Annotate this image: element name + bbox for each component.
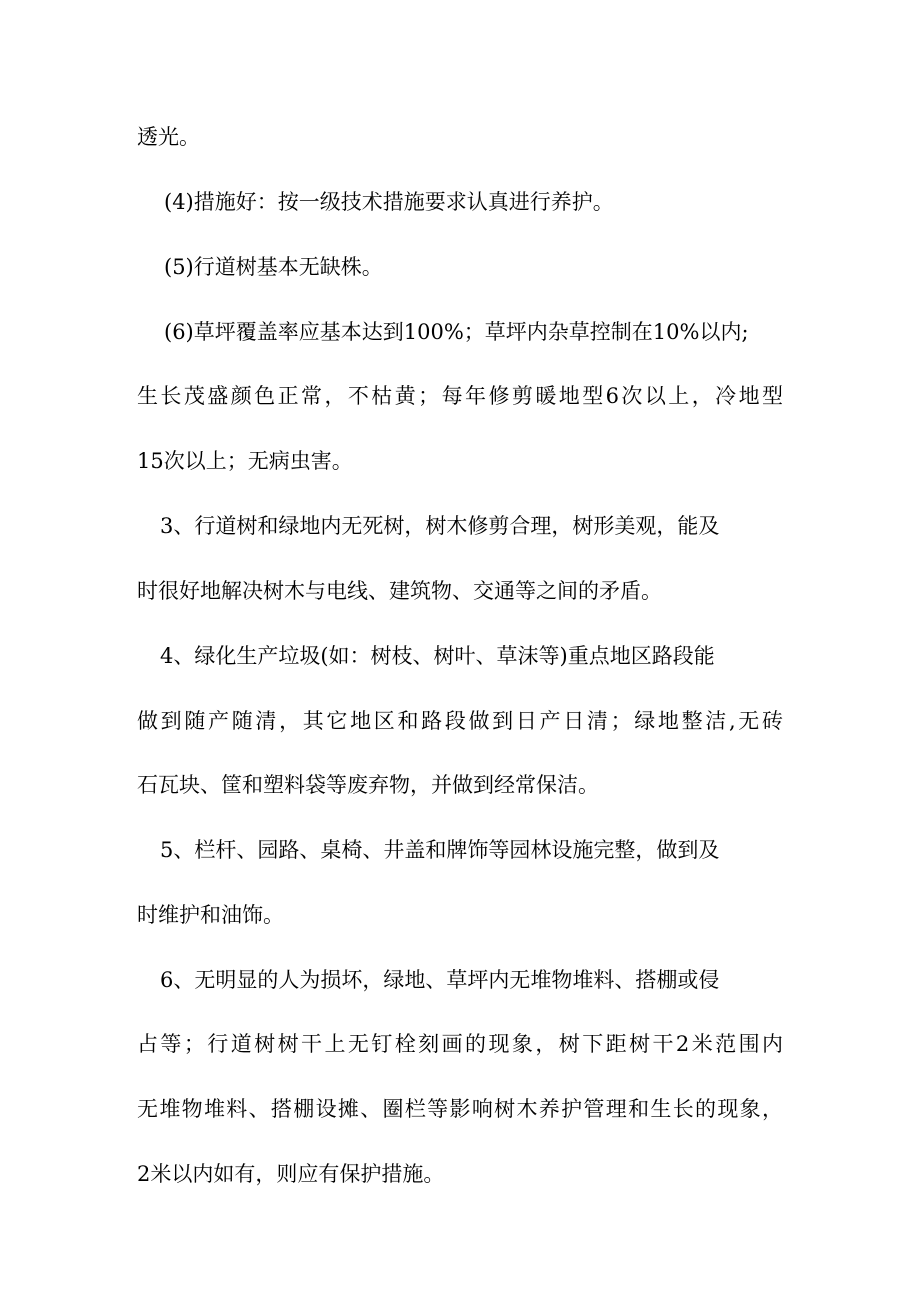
list-item-6-line-2: 生长茂盛颜色正常，不枯黄；每年修剪暖地型6次以上，冷地型 — [137, 384, 783, 408]
paragraph-4-line-3: 石瓦块、筐和塑料袋等废弃物，并做到经常保洁。 — [137, 773, 599, 797]
text-line — [0, 381, 920, 411]
text-line — [0, 641, 920, 671]
list-item-5: (5)行道树基本无缺株。 — [164, 255, 383, 279]
text-line — [0, 1159, 920, 1189]
list-item-6-line-1: (6)草坪覆盖率应基本达到100%；草坪内杂草控制在10%以内; — [164, 320, 749, 344]
paragraph-6-line-1: 6、无明显的人为损坏，绿地、草坪内无堆物堆料、搭棚或侵 — [160, 968, 720, 992]
text-line — [0, 835, 920, 865]
text-line — [0, 252, 920, 282]
list-item-4: (4)措施好：按一级技术措施要求认真进行养护。 — [164, 190, 614, 214]
text-line — [0, 706, 920, 736]
text-line — [0, 576, 920, 606]
text-line — [0, 770, 920, 800]
text-line — [0, 317, 920, 347]
text-line — [0, 1029, 920, 1059]
text-line — [0, 965, 920, 995]
paragraph-6-line-4: 2米以内如有，则应有保护措施。 — [137, 1162, 445, 1186]
text-line — [0, 122, 920, 152]
paragraph-6-line-3: 无堆物堆料、搭棚设摊、圈栏等影响树木养护管理和生长的现象， — [137, 1097, 783, 1121]
text-line — [0, 511, 920, 541]
text-line — [0, 446, 920, 476]
paragraph-3-line-1: 3、行道树和绿地内无死树，树木修剪合理，树形美观，能及 — [160, 514, 720, 538]
paragraph-5-line-2: 时维护和油饰。 — [137, 903, 284, 927]
paragraph-4-line-2: 做到随产随清，其它地区和路段做到日产日清；绿地整洁,无砖 — [137, 709, 783, 733]
text-line — [0, 1094, 920, 1124]
paragraph-6-line-2: 占等；行道树树干上无钉栓刻画的现象，树下距树干2米范围内 — [137, 1032, 783, 1056]
paragraph-4-line-1: 4、绿化生产垃圾(如：树枝、树叶、草沫等)重点地区路段能 — [160, 644, 715, 668]
paragraph-continuation: 透光。 — [137, 125, 200, 149]
list-item-6-line-3: 15次以上；无病虫害。 — [137, 449, 353, 473]
text-line — [0, 900, 920, 930]
paragraph-5-line-1: 5、栏杆、园路、桌椅、井盖和牌饰等园林设施完整，做到及 — [160, 838, 720, 862]
paragraph-3-line-2: 时很好地解决树木与电线、建筑物、交通等之间的矛盾。 — [137, 579, 662, 603]
text-line — [0, 187, 920, 217]
